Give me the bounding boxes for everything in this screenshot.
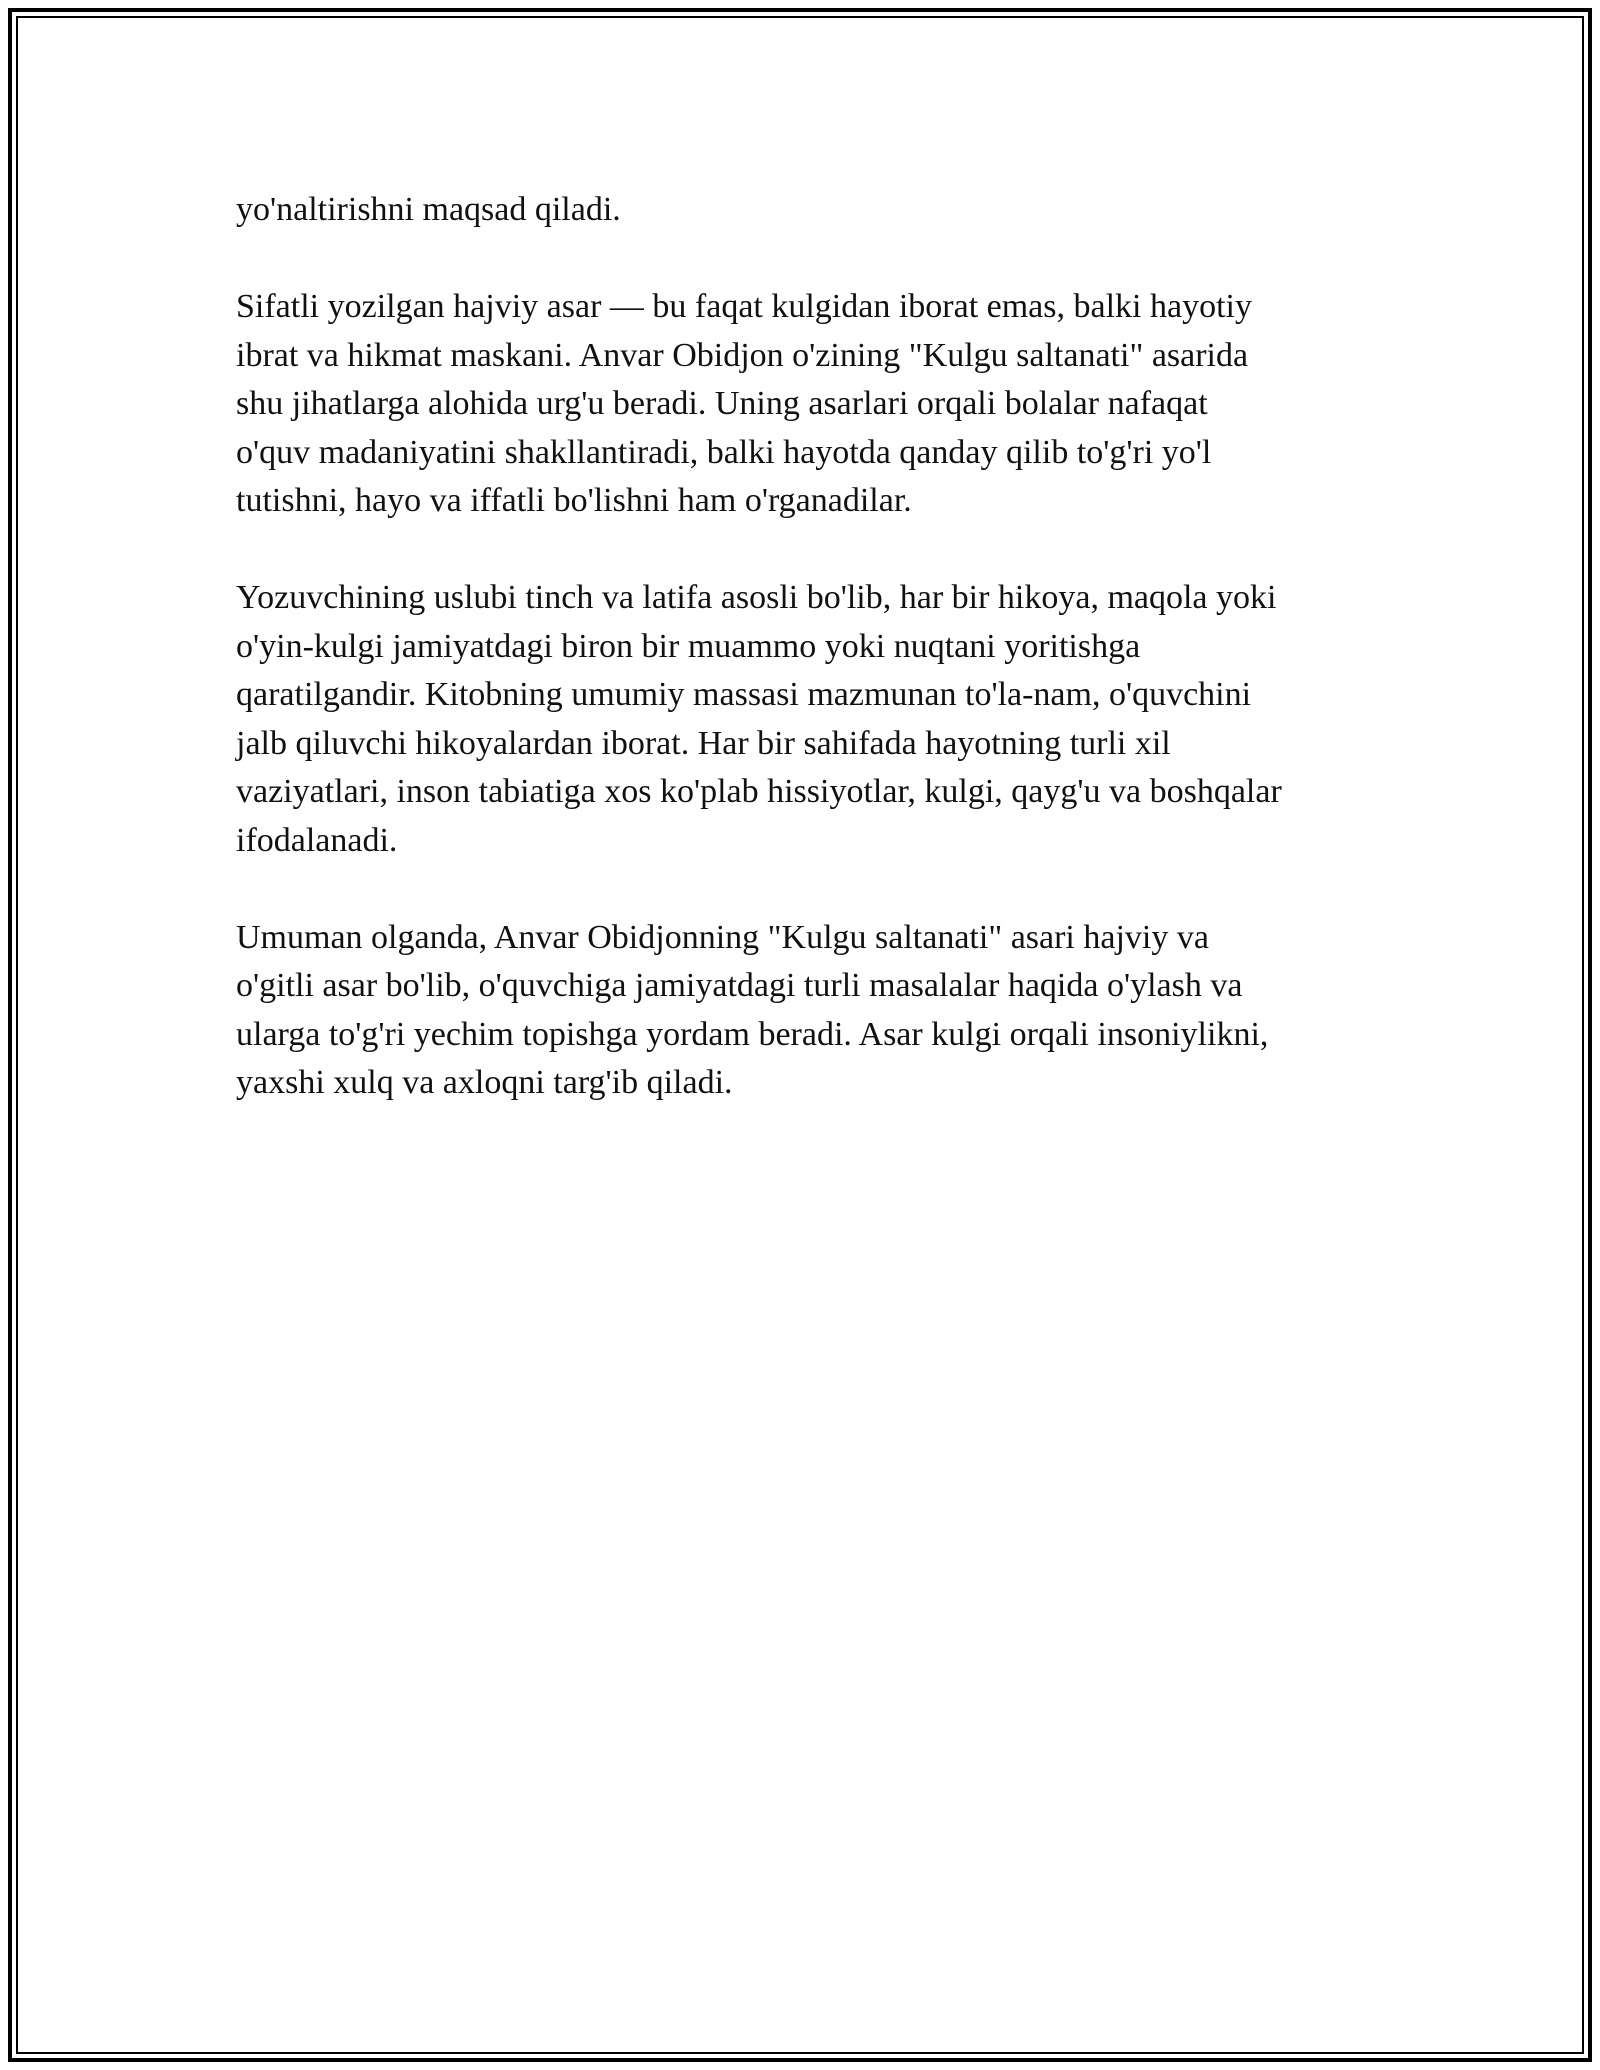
document-body: [236, 186, 1386, 1156]
paragraph-continuation: yo'naltirishni maqsad qiladi.: [236, 191, 621, 228]
paragraph-conclusion: Umuman olganda, Anvar Obidjonning "Kulgu saltanati" asari hajviy va o'gitli asar bo'lib, o'quvchiga jamiyatdagi turli masalalar haqida o'ylash va ularga to'g'ri yechim topishga yordam beradi. Asar kulgi orqali insoniylikni, yaxshi xulq va axloqni targ'ib qiladi.: [236, 918, 1269, 1101]
paragraph-satirical-work: Sifatli yozilgan hajviy asar — bu faqat kulgidan iborat emas, balki hayotiy ibrat va hikmat maskani. Anvar Obidjon o'zining "Kulgu saltanati" asarida shu jihatlarga alohida urg'u beradi. Uning asarlari orqali bolalar nafaqat o'quv madaniyatini shakllantiradi, balki hayotda qanday qilib to'g'ri yo'l tutishni, hayo va iffatli bo'lishni ham o'rganadilar.: [236, 288, 1252, 519]
paragraph-writer-style: Yozuvchining uslubi tinch va latifa asosli bo'lib, har bir hikoya, maqola yoki o'yin-kulgi jamiyatdagi biron bir muammo yoki nuqtani yoritishga qaratilgandir. Kitobning umumiy massasi mazmunan to'la-nam, o'quvchini jalb qiluvchi hikoyalardan iborat. Har bir sahifada hayotning turli xil vaziyatlari, inson tabiatiga xos ko'plab hissiyotlar, kulgi, qayg'u va boshqalar ifodalanadi.: [236, 579, 1282, 859]
